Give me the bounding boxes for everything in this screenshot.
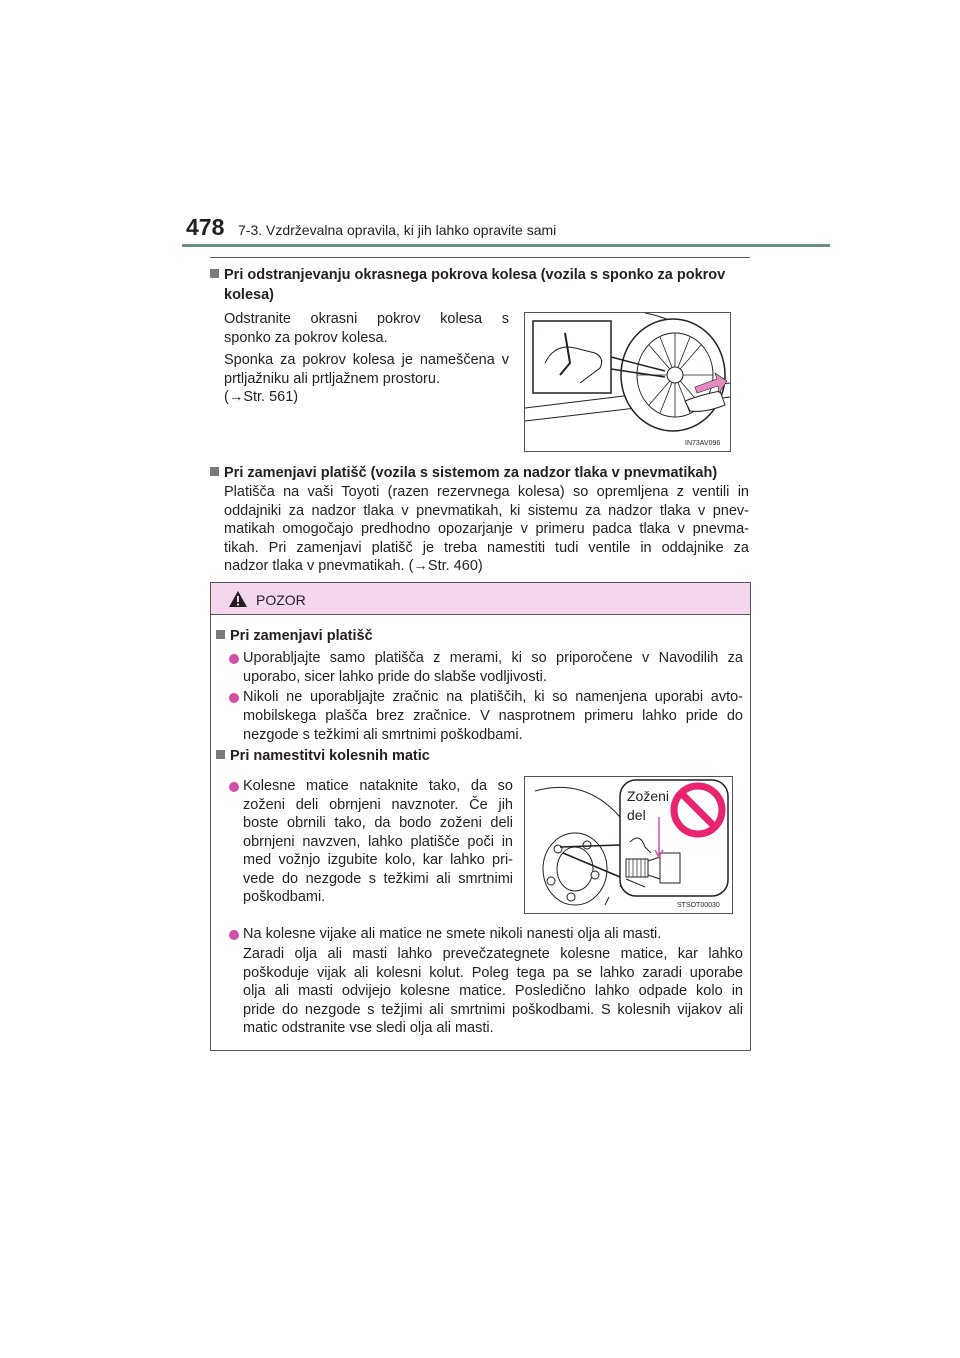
- bullet-line: uporabo, sicer lahko pride do slabše vodljivosti.: [243, 669, 547, 685]
- warning-box: [210, 582, 751, 1051]
- paragraph-line: Sponka za pokrov kolesa je nameščena v: [224, 352, 509, 368]
- paragraph-line: poškoduje vijak ali kolesni kolut. Poleg tega pa se lahko zaradi uporabe: [243, 964, 743, 981]
- section-heading-rims: [210, 464, 717, 483]
- paragraph-line: sponko za pokrov kolesa.: [224, 330, 388, 346]
- warning-subheading-rims: [216, 628, 373, 644]
- header-rule: [182, 244, 830, 247]
- paragraph-line: Kolesne matice nataknite tako, da so: [243, 778, 513, 794]
- square-bullet-icon: [210, 467, 219, 476]
- paragraph-line: obrnjeni navzven, lahko platišče poči in: [243, 833, 513, 850]
- heading-text: Pri zamenjavi platišč: [230, 628, 373, 644]
- wheel-cap-illustration: [525, 313, 730, 451]
- bullet-line: poškodbami.: [243, 889, 326, 905]
- paragraph-line: zoženi deli obrnjeni navznoter. Če jih: [243, 796, 513, 813]
- square-bullet-icon: [216, 750, 225, 759]
- square-bullet-icon: [216, 630, 225, 639]
- heading-text: Pri namestitvi kolesnih matic: [230, 748, 430, 764]
- figure-code: STSOT00030: [677, 902, 720, 909]
- paragraph-line: nadzor tlaka v pnevmatikah. (→Str. 460): [224, 558, 483, 574]
- warning-subheading-nuts: [216, 748, 430, 764]
- heading-line: Pri odstranjevanju okrasnega pokrova kolesa (vozila s sponko za pokrov: [224, 267, 726, 283]
- page-number: 478: [186, 214, 225, 240]
- page-reference: (→Str. 561): [224, 389, 299, 405]
- paragraph-line: Platišča na vaši Toyoti (razen rezervnega kolesa) so opremljena z ventili in: [224, 484, 749, 500]
- paragraph-line: tikah. Pri zamenjavi platišč je treba namestiti tudi ventile in oddajnike za: [224, 539, 749, 556]
- paragraph-line: oddajniki za nadzor tlaka v pnevmatikah, ki sistemu za nadzor tlaka v pnev-: [224, 502, 749, 519]
- figure-label-line: Zoženi: [627, 788, 670, 804]
- wheel-cap-removal-figure: [524, 312, 731, 452]
- paragraph-line: pride do nezgode s težjimi ali smrtnimi poškodbami. S kolesnih vijakov ali: [243, 1001, 743, 1018]
- bullet-line: matic odstranite vse sledi olja ali masti.: [243, 1020, 494, 1036]
- paragraph-line: matikah omogočajo predhodno opozarjanje v primeru padca tlaka v pnevma-: [224, 521, 749, 537]
- bullet-dot-icon: [229, 930, 239, 940]
- warning-title: POZOR: [256, 592, 306, 608]
- paragraph-line: Zaradi olja ali masti lahko prevečzategnete kolesne matice, kar lahko: [243, 946, 743, 962]
- bullet-line: nezgode s težkimi ali smrtnimi poškodbami.: [243, 727, 523, 743]
- heading-text: Pri zamenjavi platišč (vozila s sistemom za nadzor tlaka v pnevmatikah): [224, 465, 718, 481]
- chapter-title: 7-3. Vzdrževalna opravila, ki jih lahko opravite sami: [238, 222, 557, 238]
- heading-line: kolesa): [224, 287, 274, 303]
- warning-header: [211, 583, 750, 615]
- paragraph-line: Odstranite okrasni pokrov kolesa s: [224, 311, 509, 327]
- paragraph-line: prtljažniku ali prtljažnem prostoru.: [224, 371, 440, 387]
- figure-label: [627, 787, 669, 825]
- bullet-dot-icon: [229, 693, 239, 703]
- bullet-line: mobilskega plašča brez zračnice. V nasprotnem primeru lahko pride do: [243, 708, 743, 724]
- paragraph-line: olja ali masti odvijejo kolesne matice. Posledično lahko odpade kolo in: [243, 983, 743, 999]
- bullet-dot-icon: [229, 782, 239, 792]
- bullet-line: Uporabljajte samo platišča z merami, ki so priporočene v Navodilih za: [243, 650, 743, 666]
- wheel-nut-figure: [524, 776, 733, 914]
- bullet-line: Nikoli ne uporabljajte zračnic na platiščih, ki so namenjena uporabi avto-: [243, 689, 743, 705]
- section-heading-wheel-cap: [210, 266, 725, 285]
- figure-label-line: del: [627, 807, 646, 823]
- paragraph-line: vede do nezgode s težkimi ali smrtnimi: [243, 870, 513, 887]
- square-bullet-icon: [210, 269, 219, 278]
- bullet-dot-icon: [229, 654, 239, 664]
- warning-triangle-icon: [228, 590, 248, 608]
- paragraph-line: boste obrnili tako, da bodo zoženi deli: [243, 815, 513, 831]
- paragraph-line: med vožnjo izgubite kolo, kar lahko pri-: [243, 852, 513, 868]
- figure-code: IN73AV096: [685, 440, 721, 447]
- bullet-line: Na kolesne vijake ali matice ne smete nikoli nanesti olja ali masti.: [243, 926, 662, 942]
- section-divider: [210, 257, 750, 258]
